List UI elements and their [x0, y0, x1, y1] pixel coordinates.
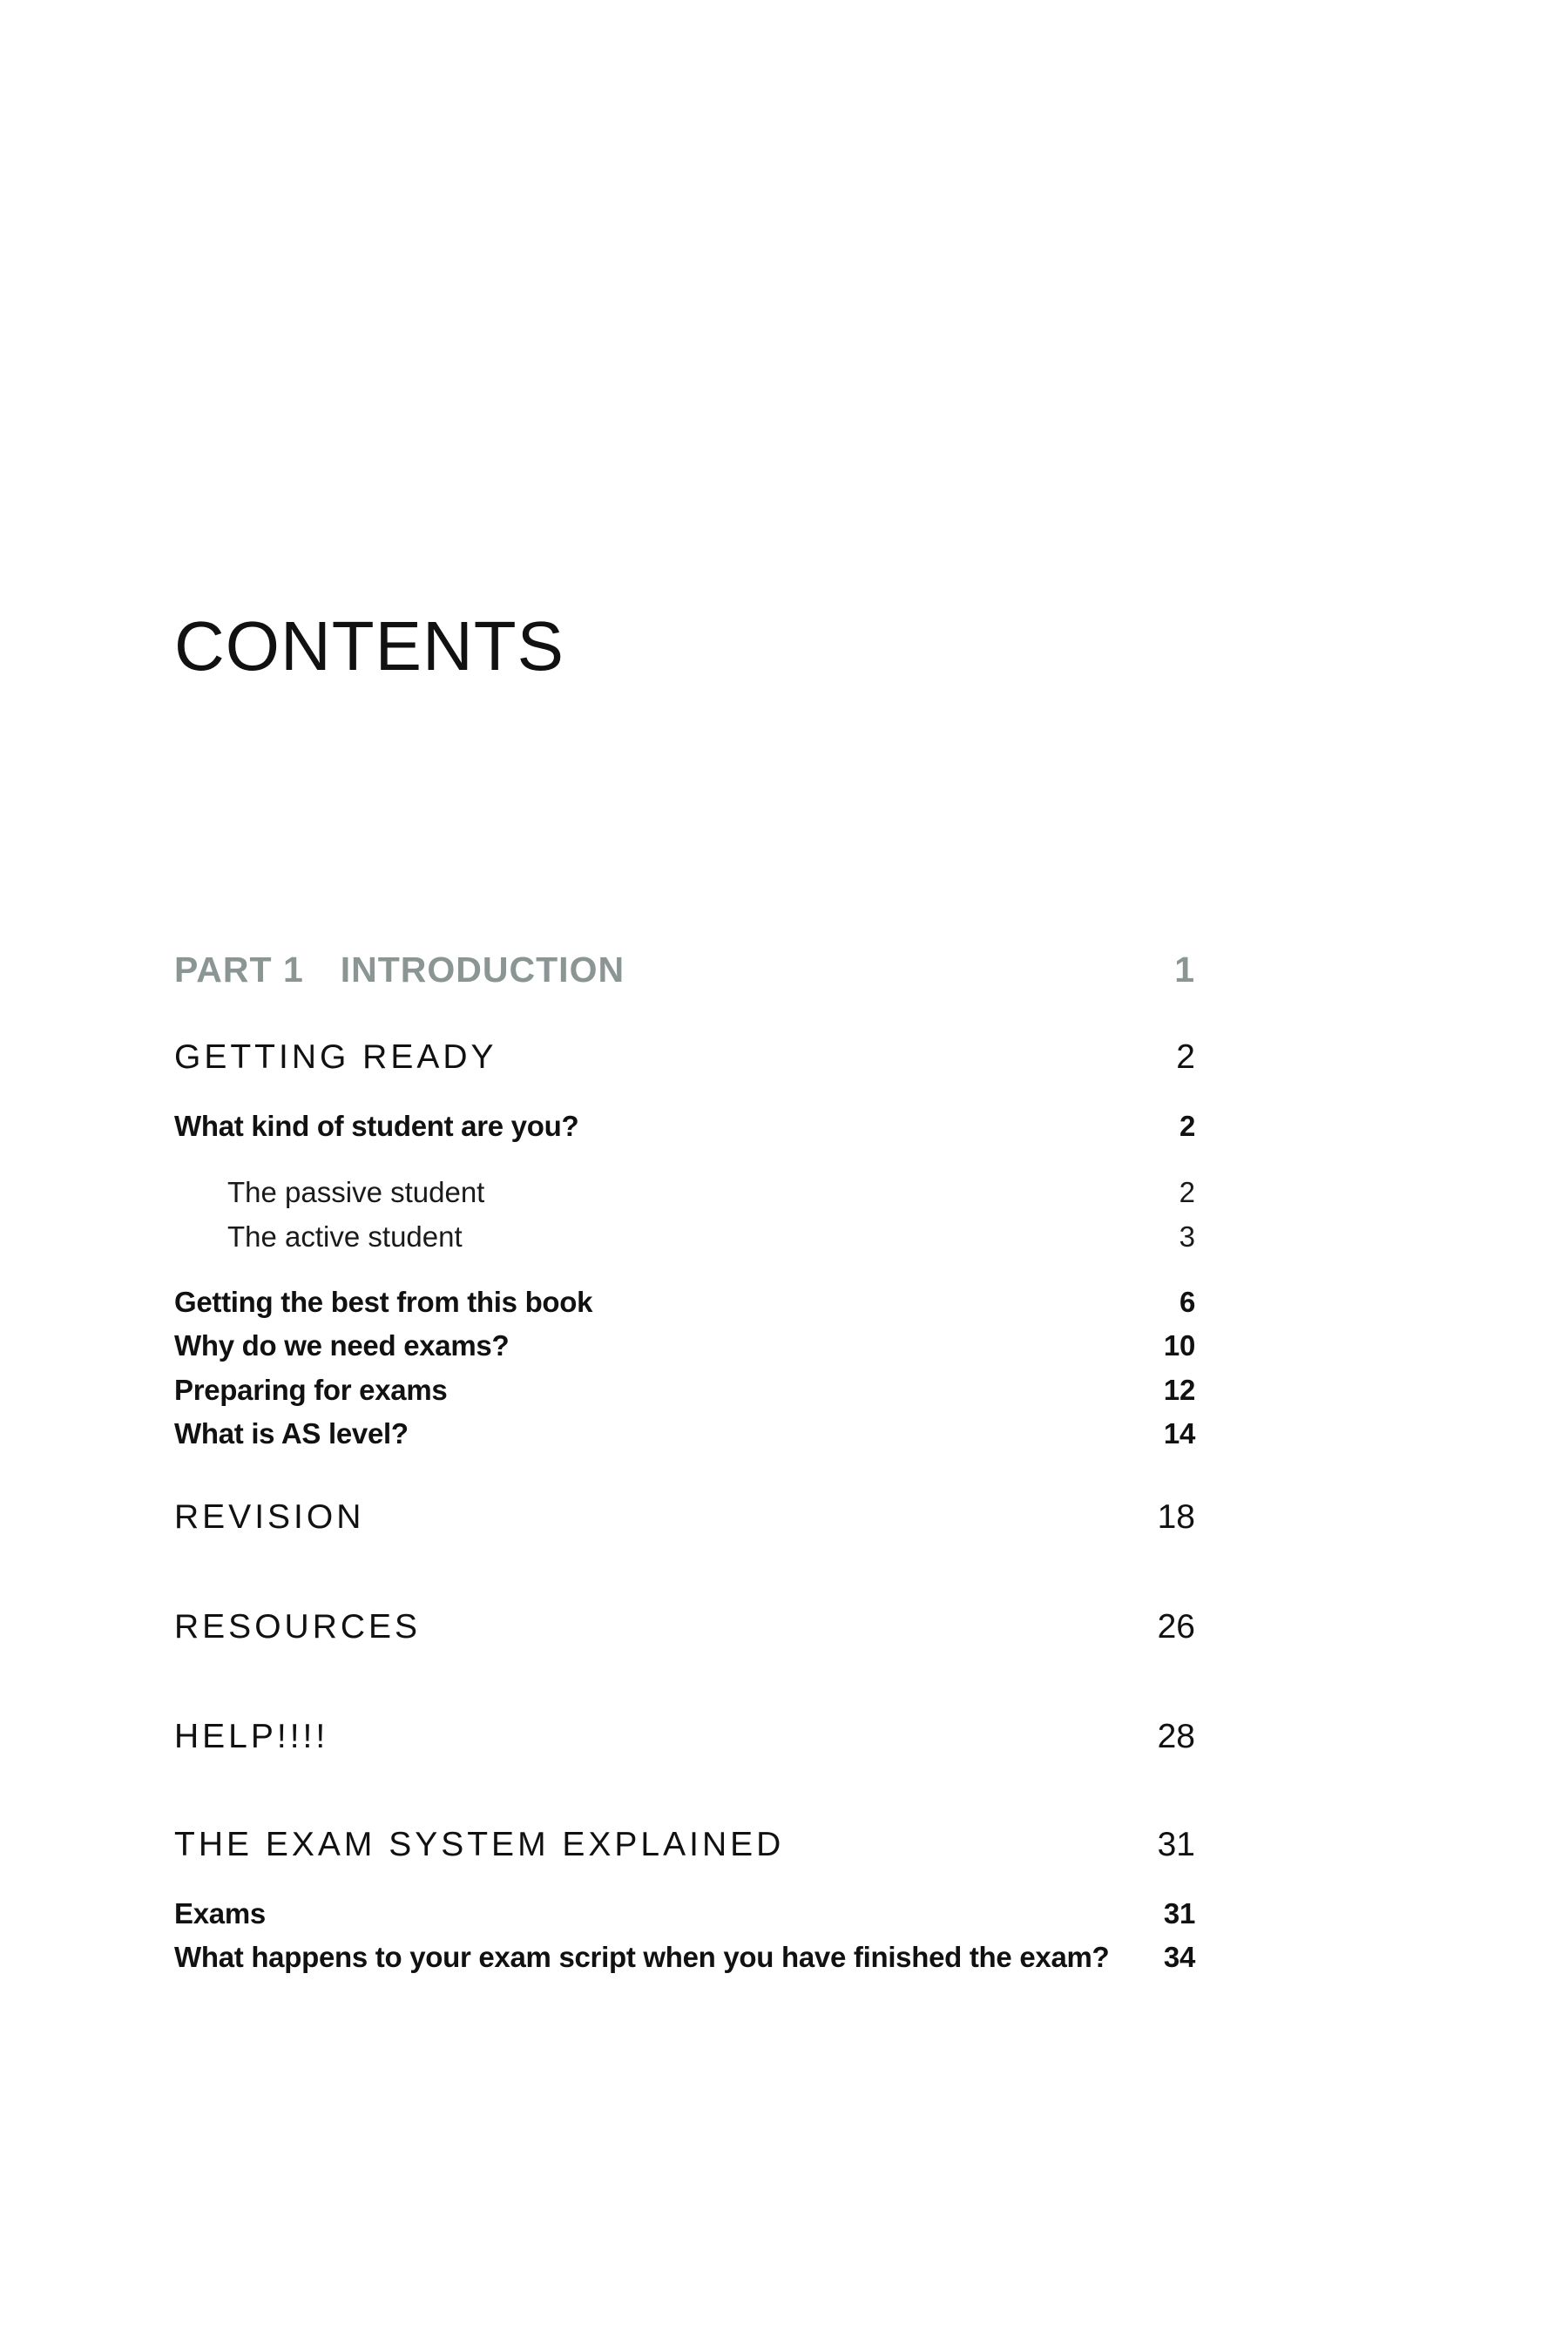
toc-section[interactable] — [174, 1608, 1195, 1646]
toc-entry-title: The passive student — [227, 1176, 485, 1208]
toc-page-number: 18 — [1157, 1498, 1195, 1536]
toc-entry-title: HELP!!!! — [174, 1718, 329, 1755]
toc-entry-title: THE EXAM SYSTEM EXPLAINED — [174, 1826, 785, 1863]
toc-section[interactable] — [174, 1826, 1195, 1864]
toc-section[interactable] — [174, 1498, 1195, 1537]
toc-page-number: 31 — [1163, 1897, 1195, 1930]
toc-entry-title: REVISION — [174, 1498, 365, 1536]
toc-page-number: 10 — [1163, 1329, 1195, 1362]
toc-section[interactable] — [174, 1038, 1195, 1077]
toc-entry-title: Getting the best from this book — [174, 1286, 593, 1318]
toc-entry-title: The active student — [227, 1220, 463, 1253]
toc-entry-title: Why do we need exams? — [174, 1329, 510, 1362]
toc-page-number: 3 — [1179, 1220, 1195, 1253]
toc-subtopic[interactable] — [174, 1176, 1195, 1209]
toc-entry-title: GETTING READY — [174, 1038, 497, 1076]
toc-topic[interactable] — [174, 1329, 1195, 1362]
toc-page-number: 12 — [1163, 1374, 1195, 1406]
toc-topic[interactable] — [174, 1374, 1195, 1407]
toc-page-number: 6 — [1179, 1286, 1195, 1318]
toc-page-number: 26 — [1157, 1608, 1195, 1646]
part-label: PART 1 — [174, 950, 304, 990]
toc-entry-title: What is AS level? — [174, 1417, 409, 1450]
toc-topic[interactable] — [174, 1417, 1195, 1450]
toc-page-number: 28 — [1157, 1718, 1195, 1755]
toc-topic[interactable] — [174, 1941, 1195, 1974]
toc-page-number: 2 — [1179, 1176, 1195, 1208]
toc-page-number: 34 — [1163, 1941, 1195, 1973]
toc-page-number: 2 — [1176, 1038, 1195, 1076]
toc-entry-title: Preparing for exams — [174, 1374, 448, 1406]
part-heading — [174, 950, 625, 990]
toc-topic[interactable] — [174, 1897, 1195, 1930]
toc-part-heading[interactable] — [174, 950, 1195, 990]
toc-topic[interactable] — [174, 1286, 1195, 1319]
toc-page-number: 31 — [1157, 1826, 1195, 1863]
toc-entry-title: RESOURCES — [174, 1608, 422, 1646]
part-title: INTRODUCTION — [340, 950, 625, 990]
toc-topic[interactable] — [174, 1110, 1195, 1143]
toc-entry-title: What happens to your exam script when you have finished the exam? — [174, 1941, 1110, 1973]
toc-entry-title: What kind of student are you? — [174, 1110, 579, 1142]
toc-page-number: 14 — [1163, 1417, 1195, 1450]
toc-subtopic[interactable] — [174, 1220, 1195, 1254]
page-title: CONTENTS — [174, 606, 564, 685]
part-page-number: 1 — [1174, 950, 1195, 990]
toc-entry-title: Exams — [174, 1897, 266, 1930]
toc-page-number: 2 — [1179, 1110, 1195, 1142]
toc-section[interactable] — [174, 1718, 1195, 1756]
